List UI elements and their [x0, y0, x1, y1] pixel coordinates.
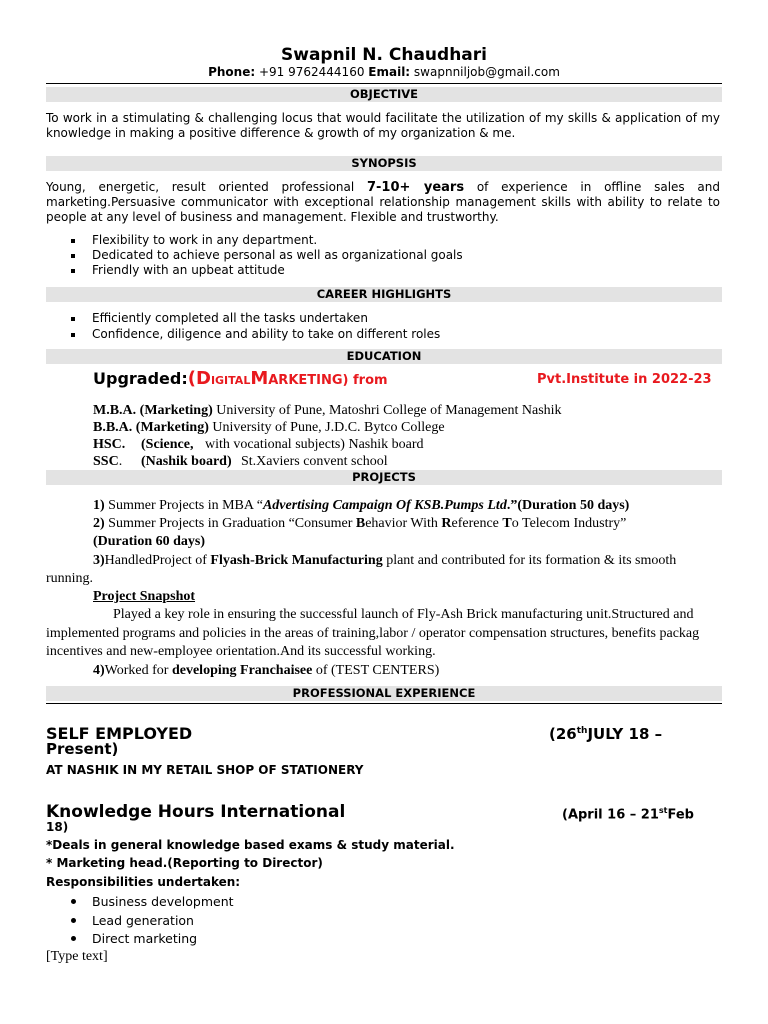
- responsibility-item: Lead generation: [92, 913, 194, 928]
- project-title: Advertising Campaign Of KSB.Pumps Ltd: [262, 498, 507, 513]
- upgraded-tail: ) from: [342, 373, 388, 388]
- career-heading: CAREER HIGHLIGHTS: [46, 287, 722, 302]
- synopsis-text: [46, 180, 720, 225]
- digital-rest: IGITAL: [210, 374, 251, 387]
- project-text: of (TEST CENTERS): [312, 663, 440, 678]
- job-date-pre: (April 16 – 21: [562, 807, 659, 823]
- project-text: Summer Projects in MBA “: [104, 498, 263, 513]
- snapshot-line: incentives and new-employee orientation.And its successful working.: [46, 644, 436, 659]
- bullet-marker: [71, 317, 75, 321]
- degree-detail: University of Pune, J.D.C. Bytco College: [208, 420, 445, 435]
- project-4: [93, 662, 439, 679]
- bullet-marker: [71, 936, 76, 941]
- contact-line: [0, 65, 768, 79]
- job-title: Knowledge Hours International: [46, 802, 346, 822]
- job-date-pre: (26: [549, 725, 577, 743]
- education-row: [93, 419, 445, 436]
- bullet-marker: [71, 918, 76, 923]
- project-letter: B: [355, 516, 366, 531]
- phone-value: +91 9762444160: [255, 65, 369, 79]
- project-text: plant and contributed for its formation & its smooth: [382, 553, 677, 568]
- degree: HSC.: [93, 437, 126, 452]
- projects-heading: PROJECTS: [46, 470, 722, 485]
- experience-rule: [46, 703, 722, 704]
- bullet-marker: [71, 333, 75, 337]
- job-date-sup: st: [658, 806, 668, 815]
- synopsis-text-post: of experience in offline sales and marketing.Persuasive communicator with exceptional relationship management skills with ability to relate to people at any level of business and management. Flexible and trustworthy.: [46, 180, 720, 224]
- degree-detail: with vocational subjects) Nashik board: [205, 437, 424, 452]
- project-text: o Telecom Industry”: [511, 516, 627, 531]
- objective-heading: OBJECTIVE: [46, 87, 722, 102]
- job-date-cont: Present): [46, 740, 119, 758]
- candidate-name: Swapnil N. Chaudhari: [281, 45, 487, 65]
- job-date-post: JULY 18 –: [587, 725, 663, 743]
- upgraded-paren: (: [187, 368, 196, 389]
- email-value: swapnniljob@gmail.com: [410, 65, 560, 79]
- upgraded-label: Upgraded:: [93, 369, 188, 388]
- snapshot-line: implemented programs and policies in the areas of training,labor / operator compensation structures, benefits packag: [46, 626, 700, 641]
- degree-stream: (Science,: [141, 437, 194, 452]
- experience-heading: PROFESSIONAL EXPERIENCE: [46, 686, 722, 701]
- project-duration: (Duration 60 days): [93, 534, 206, 549]
- digital-initial: D: [195, 368, 211, 389]
- responsibility-item: Direct marketing: [92, 931, 198, 946]
- job-title: SELF EMPLOYED: [46, 724, 193, 743]
- career-bullet: Efficiently completed all the tasks undertaken: [92, 311, 368, 325]
- project-text: Worked for: [104, 663, 172, 678]
- project-snapshot-title: Project Snapshot: [93, 589, 196, 604]
- marketing-initial: M: [250, 368, 269, 389]
- project-letter: R: [441, 516, 452, 531]
- education-row: [93, 436, 424, 453]
- degree: SSC: [93, 454, 119, 469]
- responsibility-item: Business development: [92, 894, 234, 909]
- synopsis-bullet: Friendly with an upbeat attitude: [92, 263, 285, 277]
- job-date-sup: th: [576, 726, 588, 736]
- objective-text: To work in a stimulating & challenging locus that would facilitate the utilization of my skills & application of my knowledge in making a positive difference & growth of my organization & me.: [46, 111, 720, 140]
- bullet-marker: [71, 239, 75, 243]
- education-row: [93, 402, 562, 419]
- project-2: [93, 515, 626, 532]
- job-date: [549, 725, 662, 743]
- career-bullet: Confidence, diligence and ability to take on different roles: [92, 327, 441, 341]
- education-heading: EDUCATION: [46, 349, 722, 364]
- marketing-rest: ARKETING: [268, 373, 343, 388]
- degree: B.B.A. (Marketing): [93, 420, 209, 435]
- project-3-cont: running.: [46, 571, 94, 586]
- job-date-cont: 18): [46, 820, 69, 834]
- job-date: [562, 806, 694, 822]
- project-1: [93, 497, 629, 514]
- project-title: Flyash-Brick Manufacturing: [210, 553, 383, 568]
- institute-text: Pvt.Institute in 2022-23: [537, 372, 712, 387]
- education-row: [93, 453, 388, 470]
- degree-stream: (Nashik board): [141, 454, 232, 469]
- footer-placeholder: [Type text]: [46, 949, 108, 964]
- phone-label: Phone:: [208, 65, 256, 79]
- project-duration: .”(Duration 50 days): [506, 498, 630, 513]
- job-detail: * Marketing head.(Reporting to Director): [46, 856, 323, 870]
- project-number: 4): [93, 663, 105, 678]
- project-text: HandledProject of: [104, 553, 211, 568]
- project-number: 3): [93, 553, 105, 568]
- job-subtitle: AT NASHIK IN MY RETAIL SHOP OF STATIONERY: [46, 763, 364, 777]
- degree-detail: St.Xaviers convent school: [241, 454, 388, 469]
- bullet-marker: [71, 254, 75, 258]
- project-title: developing Franchaisee: [171, 663, 313, 678]
- bullet-marker: [71, 899, 76, 904]
- synopsis-heading: SYNOPSIS: [46, 156, 722, 171]
- bullet-marker: [71, 269, 75, 273]
- header-rule: [46, 83, 722, 84]
- project-3: [93, 552, 676, 569]
- project-text: ehavior With: [365, 516, 442, 531]
- project-number: 2): [93, 516, 105, 531]
- synopsis-bullet: Flexibility to work in any department.: [92, 233, 318, 247]
- job-detail: *Deals in general knowledge based exams & study material.: [46, 838, 455, 852]
- project-2-duration: [93, 533, 205, 550]
- job-date-post: Feb: [667, 807, 694, 823]
- degree-detail: University of Pune, Matoshri College of Management Nashik: [212, 403, 562, 418]
- project-number: 1): [93, 498, 105, 513]
- email-label: Email:: [368, 65, 411, 79]
- degree: M.B.A. (Marketing): [93, 403, 213, 418]
- project-text: eference: [451, 516, 503, 531]
- project-text: Summer Projects in Graduation “Consumer: [104, 516, 356, 531]
- snapshot-line: Played a key role in ensuring the successful launch of Fly-Ash Brick manufacturing unit.Structured and: [113, 607, 694, 622]
- degree-dot: .: [118, 454, 123, 469]
- upgraded-line: [93, 368, 388, 389]
- project-letter: T: [502, 516, 512, 531]
- synopsis-text-pre: Young, energetic, result oriented professional: [46, 180, 367, 194]
- job-detail: Responsibilities undertaken:: [46, 875, 241, 889]
- synopsis-bullet: Dedicated to achieve personal as well as organizational goals: [92, 248, 463, 262]
- synopsis-years: 7-10+ years: [366, 180, 465, 195]
